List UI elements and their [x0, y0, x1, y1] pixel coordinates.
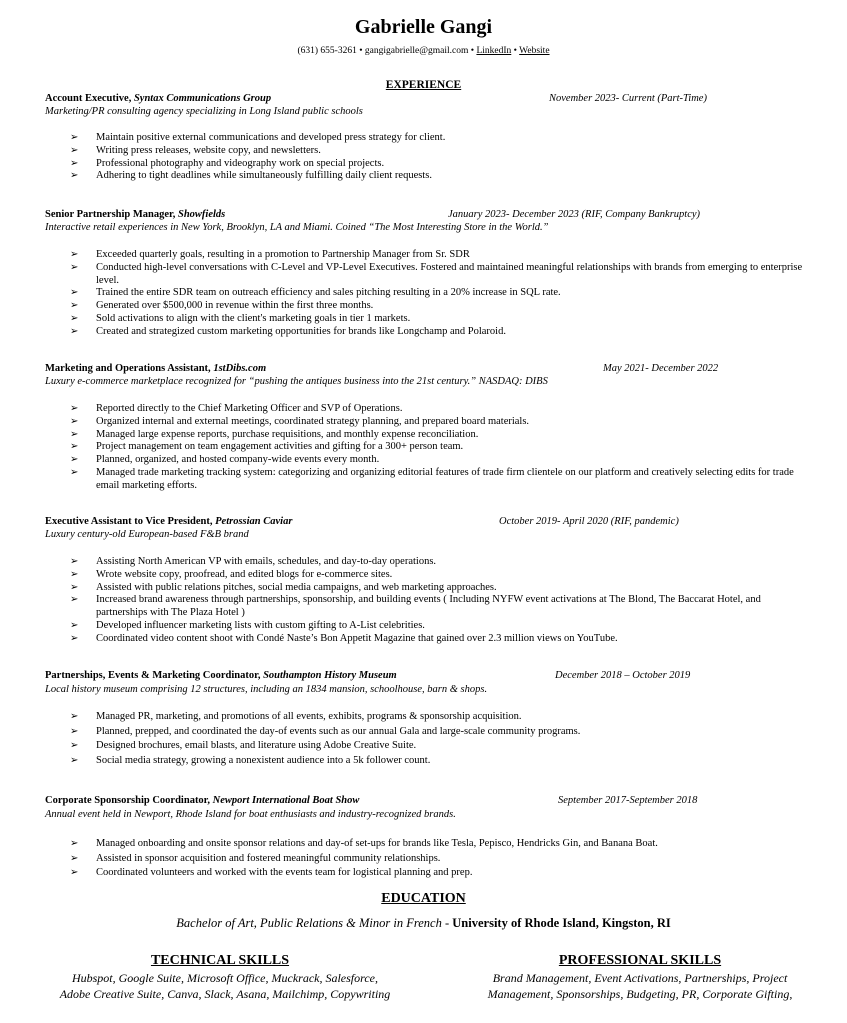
arrow-bullet-icon: ➢	[70, 740, 79, 752]
arrow-bullet-icon: ➢	[70, 441, 79, 453]
education-degree: Bachelor of Art, Public Relations & Minor in French -	[176, 916, 453, 930]
bullet-item: ➢ Wrote website copy, proofread, and edited blogs for e-commerce sites.	[70, 568, 393, 580]
job-bullets	[70, 710, 810, 768]
job-company: Syntax Communications Group	[133, 93, 272, 104]
bullet-item: ➢ Coordinated video content shoot with Condé Naste’s Bon Appetit Magazine that gained over 2.3 million views on YouTube.	[70, 632, 618, 644]
bullet-item: ➢ Managed large expense reports, purchase requisitions, and monthly expense reconciliation.	[70, 428, 479, 440]
website-link[interactable]: Website	[519, 46, 550, 56]
job-title: Partnerships, Events & Marketing Coordinator, Southampton History Museum	[45, 670, 397, 681]
bullet-item: ➢ Managed PR, marketing, and promotions of all events, exhibits, programs & sponsorship acquisition.	[70, 710, 810, 725]
bullet-item: ➢ Reported directly to the Chief Marketing Officer and SVP of Operations.	[70, 403, 403, 414]
arrow-bullet-icon: ➢	[70, 287, 79, 299]
job-dates: December 2018 – October 2019	[555, 670, 691, 681]
arrow-bullet-icon: ➢	[70, 711, 79, 722]
arrow-bullet-icon: ➢	[70, 619, 79, 631]
job-description: Local history museum comprising 12 structures, including an 1834 mansion, schoolhouse, barn & shops.	[45, 684, 488, 695]
job-title: Executive Assistant to Vice President, Petrossian Caviar	[45, 516, 293, 527]
resume-name: Gabrielle Gangi	[354, 16, 493, 38]
job-description: Luxury century-old European-based F&B brand	[45, 529, 249, 540]
arrow-bullet-icon: ➢	[70, 170, 79, 182]
job-bullets	[70, 837, 810, 881]
job-company: Showfields	[178, 209, 226, 220]
professional-skills-list: Brand Management, Event Activations, Partnerships, Project Management, Sponsorships, Budgeting, PR, Corporate Gifting,	[487, 971, 793, 1001]
arrow-bullet-icon: ➢	[70, 157, 79, 169]
arrow-bullet-icon: ➢	[70, 415, 79, 427]
bullet-item: ➢ Maintain positive external communications and developed press strategy for client.	[70, 132, 446, 143]
bullet-item: ➢ Coordinated volunteers and worked with the events team for logistical planning and prep.	[70, 866, 810, 881]
arrow-bullet-icon: ➢	[70, 466, 79, 478]
arrow-bullet-icon: ➢	[70, 725, 79, 737]
arrow-bullet-icon: ➢	[70, 300, 79, 312]
education-heading: EDUCATION	[381, 891, 466, 906]
job-company: Newport International Boat Show	[212, 795, 360, 806]
contact-separator: •	[511, 46, 520, 56]
experience-heading: EXPERIENCE	[385, 79, 462, 91]
arrow-bullet-icon: ➢	[70, 867, 79, 879]
arrow-bullet-icon: ➢	[70, 838, 79, 849]
bullet-item: ➢ Trained the entire SDR team on outreach efficiency and sales pitching resulting in a 20% increase in SQL rate.	[70, 287, 561, 299]
bullet-item: ➢ Managed onboarding and onsite sponsor relations and day-of set-ups for brands like Tesla, Pepisco, Hendricks Gin, and Banana Boat.	[70, 837, 810, 852]
bullet-item: ➢ Professional photography and videography work on special projects.	[70, 157, 385, 169]
arrow-bullet-icon: ➢	[70, 325, 79, 337]
job-company: Petrossian Caviar	[215, 516, 293, 527]
arrow-bullet-icon: ➢	[70, 568, 79, 580]
job-description: Marketing/PR consulting agency specializing in Long Island public schools	[45, 106, 363, 117]
bullet-item: ➢ Writing press releases, website copy, and newsletters.	[70, 144, 321, 156]
bullet-item: ➢ Planned, prepped, and coordinated the day-of events such as our annual Gala and large-scale community programs.	[70, 725, 810, 740]
job-description: Annual event held in Newport, Rhode Island for boat enthusiasts and industry-recognized brands.	[45, 809, 456, 820]
bullet-item: ➢ Sold activations to align with the client's marketing goals in tier 1 markets.	[70, 312, 411, 324]
contact-line	[0, 46, 847, 56]
education-line	[0, 916, 847, 931]
bullet-item: ➢ Social media strategy, growing a nonexistent audience into a 5k follower count.	[70, 754, 810, 769]
arrow-bullet-icon: ➢	[70, 403, 79, 414]
arrow-bullet-icon: ➢	[70, 556, 79, 567]
job-description: Luxury e-commerce marketplace recognized for “pushing the antiques business into the 21st century.” NASDAQ: DIBS	[45, 376, 548, 387]
job-description: Interactive retail experiences in New York, Brooklyn, LA and Miami. Coined “The Most Interesting Store in the World.”	[45, 222, 549, 233]
job-bullets	[70, 556, 810, 646]
job-dates: May 2021- December 2022	[603, 363, 719, 374]
bullet-item: ➢ Project management on team engagement activities and gifting for a 300+ person team.	[70, 441, 464, 453]
linkedin-link[interactable]: LinkedIn	[476, 46, 512, 56]
arrow-bullet-icon: ➢	[70, 261, 79, 273]
bullet-item: ➢ Adhering to tight deadlines while simultaneously fulfilling daily client requests.	[70, 170, 432, 182]
job-bullets	[70, 403, 810, 493]
education-school: University of Rhode Island, Kingston, RI	[452, 916, 671, 930]
contact-phone-email: (631) 655-3261 • gangigabrielle@gmail.com •	[297, 46, 477, 56]
job-dates: September 2017-September 2018	[558, 795, 698, 806]
bullet-item: ➢ Exceeded quarterly goals, resulting in a promotion to Partnership Manager from Sr. SDR	[70, 249, 470, 260]
bullet-item: ➢ Generated over $500,000 in revenue within the first three months.	[70, 300, 374, 312]
professional-skills-heading: PROFESSIONAL SKILLS	[558, 953, 722, 968]
bullet-item: ➢ Designed brochures, email blasts, and literature using Adobe Creative Suite.	[70, 739, 810, 754]
arrow-bullet-icon: ➢	[70, 632, 79, 644]
bullet-item: ➢ Organized internal and external meetings, coordinated strategy planning, and prepared board materials.	[70, 415, 530, 427]
arrow-bullet-icon: ➢	[70, 594, 79, 606]
bullet-item: ➢ Created and strategized custom marketing opportunities for brands like Longchamp and Polaroid.	[70, 325, 506, 337]
arrow-bullet-icon: ➢	[70, 428, 79, 440]
arrow-bullet-icon: ➢	[70, 454, 79, 466]
bullet-item: ➢ Planned, organized, and hosted company-wide events every month.	[70, 454, 380, 466]
arrow-bullet-icon: ➢	[70, 132, 79, 143]
arrow-bullet-icon: ➢	[70, 249, 79, 260]
arrow-bullet-icon: ➢	[70, 144, 79, 156]
arrow-bullet-icon: ➢	[70, 754, 79, 766]
job-dates: January 2023- December 2023 (RIF, Company Bankruptcy)	[448, 209, 701, 220]
bullet-item: ➢ Managed trade marketing tracking system: categorizing and organizing editorial features of trade firm clientele on our platform and creatively selecting edits for trade email marketing efforts.	[70, 466, 794, 491]
bullet-item: ➢ Increased brand awareness through partnerships, sponsorship, and building events ( Including NYFW event activations at The Blond, The Baccarat Hotel, and partnerships with The Plaza Hotel )	[70, 594, 761, 619]
job-dates: October 2019- April 2020 (RIF, pandemic)	[499, 516, 679, 527]
job-company: Southampton History Museum	[263, 670, 397, 681]
job-title: Account Executive, Syntax Communications Group	[45, 93, 272, 104]
technical-skills-list: Hubspot, Google Suite, Microsoft Office, Muckrack, Salesforce, Adobe Creative Suite, Canva, Slack, Asana, Mailchimp, Copywriting	[59, 971, 391, 1001]
technical-skills-heading: TECHNICAL SKILLS	[150, 953, 290, 968]
bullet-item: ➢ Assisted in sponsor acquisition and fostered meaningful community relationships.	[70, 852, 810, 867]
job-title: Senior Partnership Manager, Showfields	[45, 209, 226, 220]
bullet-item: ➢ Developed influencer marketing lists with custom gifting to A-List celebrities.	[70, 619, 425, 631]
job-dates: November 2023- Current (Part-Time)	[549, 93, 707, 104]
arrow-bullet-icon: ➢	[70, 312, 79, 324]
job-title: Corporate Sponsorship Coordinator, Newport International Boat Show	[45, 795, 360, 806]
arrow-bullet-icon: ➢	[70, 581, 79, 593]
bullet-item: ➢ Assisting North American VP with emails, schedules, and day-to-day operations.	[70, 556, 437, 567]
job-bullets	[70, 249, 810, 339]
job-bullets	[70, 132, 810, 183]
bullet-item: ➢ Conducted high-level conversations with C-Level and VP-Level Executives. Fostered and maintained meaningful relationships with brands from emerging to enterprise level.	[70, 261, 803, 286]
bullet-item: ➢ Assisted with public relations pitches, social media campaigns, and web marketing approaches.	[70, 581, 497, 593]
arrow-bullet-icon: ➢	[70, 852, 79, 864]
job-company: 1stDibs.com	[213, 363, 267, 374]
job-title: Marketing and Operations Assistant, 1stDibs.com	[45, 363, 267, 374]
